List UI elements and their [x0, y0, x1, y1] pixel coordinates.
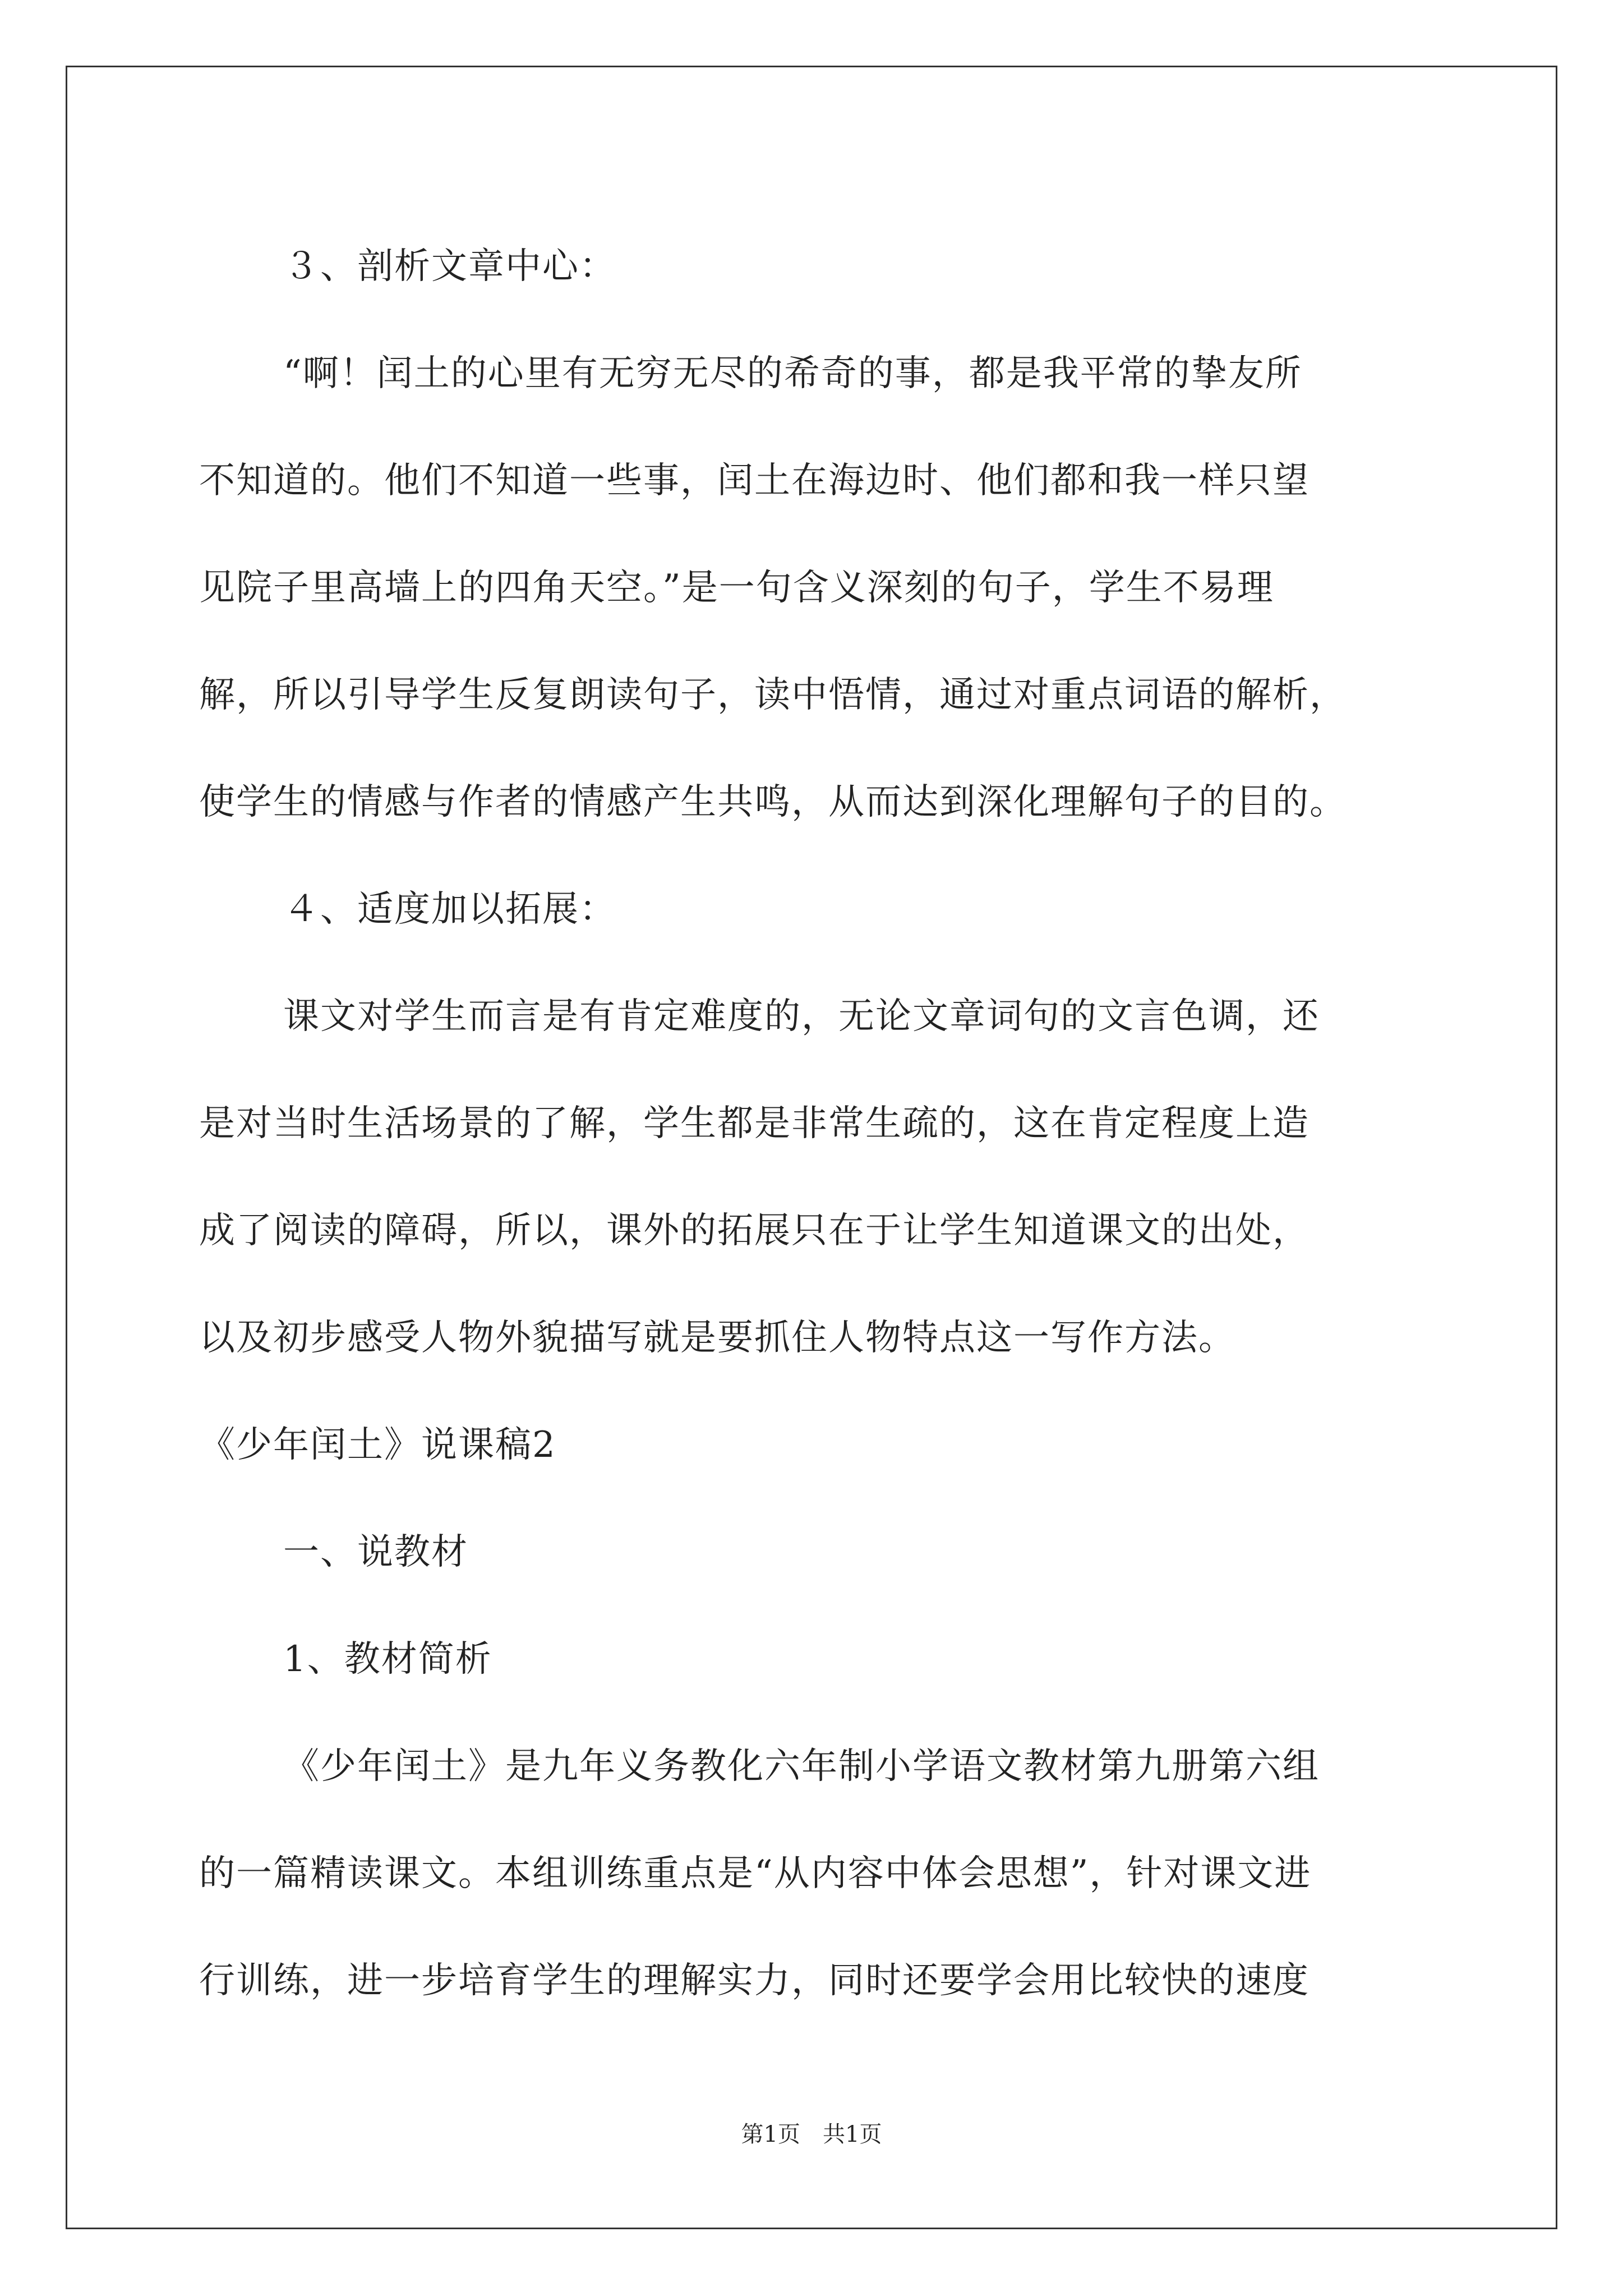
page-number: 第1页 共1页: [741, 2122, 882, 2147]
paragraph-line: 课文对学生而言是有肯定难度的，无论文章词句的文言色调，还: [283, 996, 1320, 1037]
paragraph-line: 行训练，进一步培育学生的理解实力，同时还要学会用比较快的速度: [199, 1960, 1310, 2001]
section-heading-3: ３、剖析文章中心：: [283, 246, 616, 287]
section-heading-1: 一、说教材: [283, 1531, 468, 1573]
paragraph-line: 使学生的情感与作者的情感产生共鸣，从而达到深化理解句子的目的。: [199, 781, 1347, 823]
paragraph-line: 以及初步感受人物外貌描写就是要抓住人物特点这一写作方法。: [199, 1317, 1235, 1359]
section-heading-4: ４、适度加以拓展：: [283, 889, 616, 930]
paragraph-line: “啊！闰土的心里有无穷无尽的希奇的事，都是我平常的挚友所: [283, 353, 1302, 394]
paragraph-line: 的一篇精读课文。本组训练重点是“从内容中体会思想”，针对课文进: [199, 1853, 1312, 1894]
paragraph-line: 成了阅读的障碍，所以，课外的拓展只在于让学生知道课文的出处，: [199, 1210, 1310, 1251]
paragraph-line: 《少年闰土》是九年义务教化六年制小学语文教材第九册第六组: [283, 1746, 1320, 1787]
document-body: [199, 213, 1438, 2035]
subsection-heading: 1、教材简析: [283, 1639, 492, 1680]
paragraph-line: 不知道的。他们不知道一些事，闰土在海边时、他们都和我一样只望: [199, 460, 1310, 501]
paragraph-line: 解，所以引导学生反复朗读句子，读中悟情，通过对重点词语的解析，: [199, 674, 1347, 716]
document-title: 《少年闰土》说课稿2: [199, 1424, 556, 1466]
paragraph-line: 见院子里高墙上的四角天空。”是一句含义深刻的句子，学生不易理: [199, 567, 1274, 609]
paragraph-line: 是对当时生活场景的了解，学生都是非常生疏的，这在肯定程度上造: [199, 1103, 1310, 1144]
